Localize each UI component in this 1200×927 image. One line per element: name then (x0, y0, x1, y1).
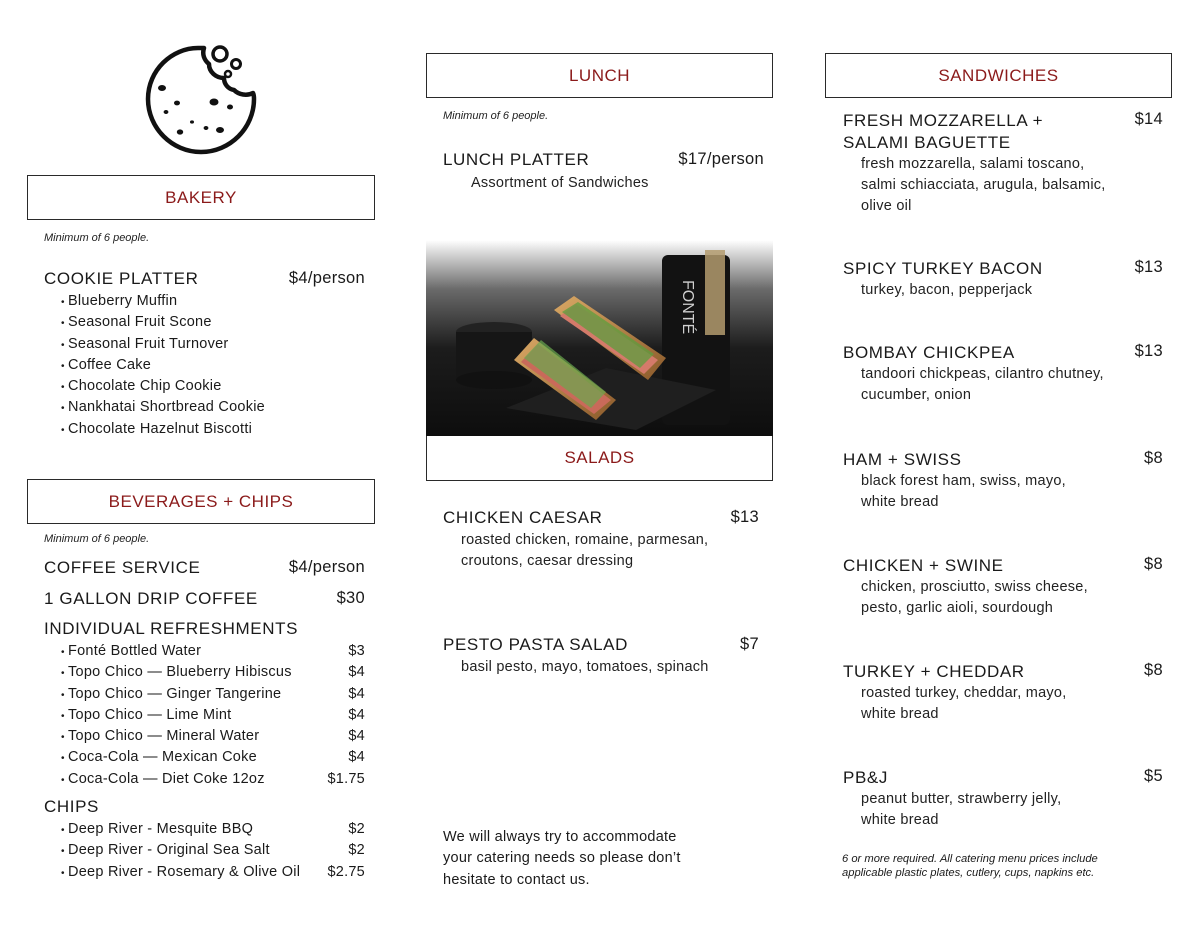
sandwiches-heading: SANDWICHES (825, 53, 1172, 98)
item-name: COOKIE PLATTER (44, 269, 199, 288)
item-desc: fresh mozzarella, salami toscano, salmi schiacciata, arugula, balsamic, olive oil (861, 155, 1106, 215)
item-name: CHICKEN CAESAR (443, 508, 603, 527)
item-desc: basil pesto, mayo, tomatoes, spinach (461, 659, 709, 675)
item-name: LUNCH PLATTER (443, 150, 590, 169)
item-desc: peanut butter, strawberry jelly, white bread (861, 791, 1062, 829)
sandwich-item (843, 555, 1163, 645)
sandwich-photo (426, 240, 773, 437)
bakery-heading: BAKERY (27, 175, 375, 220)
cookie-icon (142, 40, 260, 158)
item-name: Coca-Cola — Diet Coke 12oz (68, 770, 265, 787)
item-name: CHICKEN + SWINE (843, 556, 1004, 575)
item-name: PB&J (843, 768, 888, 787)
item-price: $2 (348, 821, 365, 837)
list-item: • Nankhatai Shortbread Cookie (44, 397, 365, 418)
item-name: PESTO PASTA SALAD (443, 635, 628, 654)
beverages-note: Minimum of 6 people. (44, 533, 150, 545)
item-name: COFFEE SERVICE (44, 558, 201, 577)
item-name: Topo Chico — Mineral Water (68, 728, 260, 745)
item-name: Topo Chico — Lime Mint (68, 706, 232, 723)
photo-brand-text: FONTÉ (679, 280, 696, 335)
item-price: $4 (348, 706, 365, 723)
item-name: SPICY TURKEY BACON (843, 259, 1043, 278)
item-price: $13 (730, 508, 759, 526)
item-price: $4 (348, 749, 365, 766)
item-price: $5 (1144, 767, 1163, 785)
sandwich-item (843, 767, 1163, 857)
bakery-note: Minimum of 6 people. (44, 232, 150, 244)
item-price: $3 (348, 643, 365, 659)
item-price: $8 (1144, 555, 1163, 573)
sandwich-item (843, 449, 1163, 539)
salad-item (443, 635, 759, 679)
item-price: $4 (348, 728, 365, 745)
list-item: • Seasonal Fruit Scone (44, 312, 365, 333)
list-item: • Coffee Cake (44, 355, 365, 376)
item-price: $1.75 (327, 770, 365, 787)
item-name: FRESH MOZZARELLA + SALAMI BAGUETTE (843, 111, 1044, 152)
sandwich-item (843, 110, 1163, 215)
salad-item (443, 508, 759, 574)
salads-heading: SALADS (426, 436, 773, 481)
item-price: $4/person (288, 269, 365, 287)
item-name: BOMBAY CHICKPEA (843, 343, 1015, 362)
list-item (44, 705, 365, 726)
list-item (44, 726, 365, 747)
item-price: $4 (348, 685, 365, 702)
chips-list (44, 819, 365, 883)
list-item: • Seasonal Fruit Turnover (44, 334, 365, 355)
lunch-platter-desc: Assortment of Sandwiches (471, 175, 649, 191)
list-item (44, 662, 365, 683)
item-price: $14 (1134, 110, 1163, 128)
coffee-service (44, 558, 365, 580)
item-name: Deep River - Original Sea Salt (68, 842, 270, 859)
list-item: • Chocolate Chip Cookie (44, 376, 365, 397)
item-name: Deep River - Mesquite BBQ (68, 821, 254, 837)
beverages-heading: BEVERAGES + CHIPS (27, 479, 375, 524)
list-item: • Chocolate Hazelnut Biscotti (44, 419, 365, 440)
item-price: $8 (1144, 449, 1163, 467)
sandwich-item (843, 258, 1163, 348)
accommodate-note: We will always try to accommodate your catering needs so please don’t hesitate to contact us. (443, 829, 681, 888)
chips-heading: CHIPS (44, 797, 99, 816)
item-price: $30 (336, 589, 365, 607)
item-price: $2 (348, 842, 365, 859)
item-desc: chicken, prosciutto, swiss cheese, pesto, garlic aioli, sourdough (861, 579, 1088, 617)
item-desc: roasted chicken, romaine, parmesan, croutons, caesar dressing (461, 532, 709, 570)
sandwich-item (843, 342, 1163, 432)
item-name: 1 GALLON DRIP COFFEE (44, 589, 258, 608)
refreshments-heading: INDIVIDUAL REFRESHMENTS (44, 619, 299, 638)
item-name: HAM + SWISS (843, 450, 962, 469)
cookie-platter (44, 269, 365, 291)
item-desc: roasted turkey, cheddar, mayo, white bread (861, 685, 1067, 723)
item-name: Topo Chico — Blueberry Hibiscus (68, 664, 292, 681)
list-item (44, 684, 365, 705)
lunch-heading: LUNCH (426, 53, 773, 98)
list-item (44, 747, 365, 768)
bakery-item-list (44, 291, 365, 440)
item-price: $4 (348, 664, 365, 681)
list-item (44, 840, 365, 861)
item-price: $13 (1134, 258, 1163, 276)
item-name: Coca-Cola — Mexican Coke (68, 749, 257, 766)
item-price: $4/person (288, 558, 365, 576)
list-item (44, 862, 365, 883)
item-desc: turkey, bacon, pepperjack (861, 282, 1033, 298)
item-name: Deep River - Rosemary & Olive Oil (68, 863, 301, 880)
item-price: $17/person (678, 150, 764, 168)
list-item (44, 769, 365, 790)
item-desc: tandoori chickpeas, cilantro chutney, cucumber, onion (861, 366, 1104, 404)
list-item: • Blueberry Muffin (44, 291, 365, 312)
list-item (44, 641, 365, 662)
item-price: $8 (1144, 661, 1163, 679)
sandwich-item (843, 661, 1163, 751)
item-name: Fonté Bottled Water (68, 643, 202, 659)
list-item (44, 819, 365, 840)
refreshments-list (44, 641, 365, 790)
lunch-note: Minimum of 6 people. (443, 110, 549, 122)
item-name: TURKEY + CHEDDAR (843, 662, 1025, 681)
item-name: Topo Chico — Ginger Tangerine (68, 685, 282, 702)
lunch-platter (443, 150, 764, 172)
drip-coffee (44, 589, 365, 611)
item-price: $2.75 (327, 863, 365, 880)
item-price: $13 (1134, 342, 1163, 360)
fine-print: 6 or more required. All catering menu prices include applicable plastic plates, cutlery, cups, napkins etc. (842, 853, 1098, 879)
item-price: $7 (740, 635, 759, 653)
item-desc: black forest ham, swiss, mayo, white bread (861, 473, 1066, 511)
